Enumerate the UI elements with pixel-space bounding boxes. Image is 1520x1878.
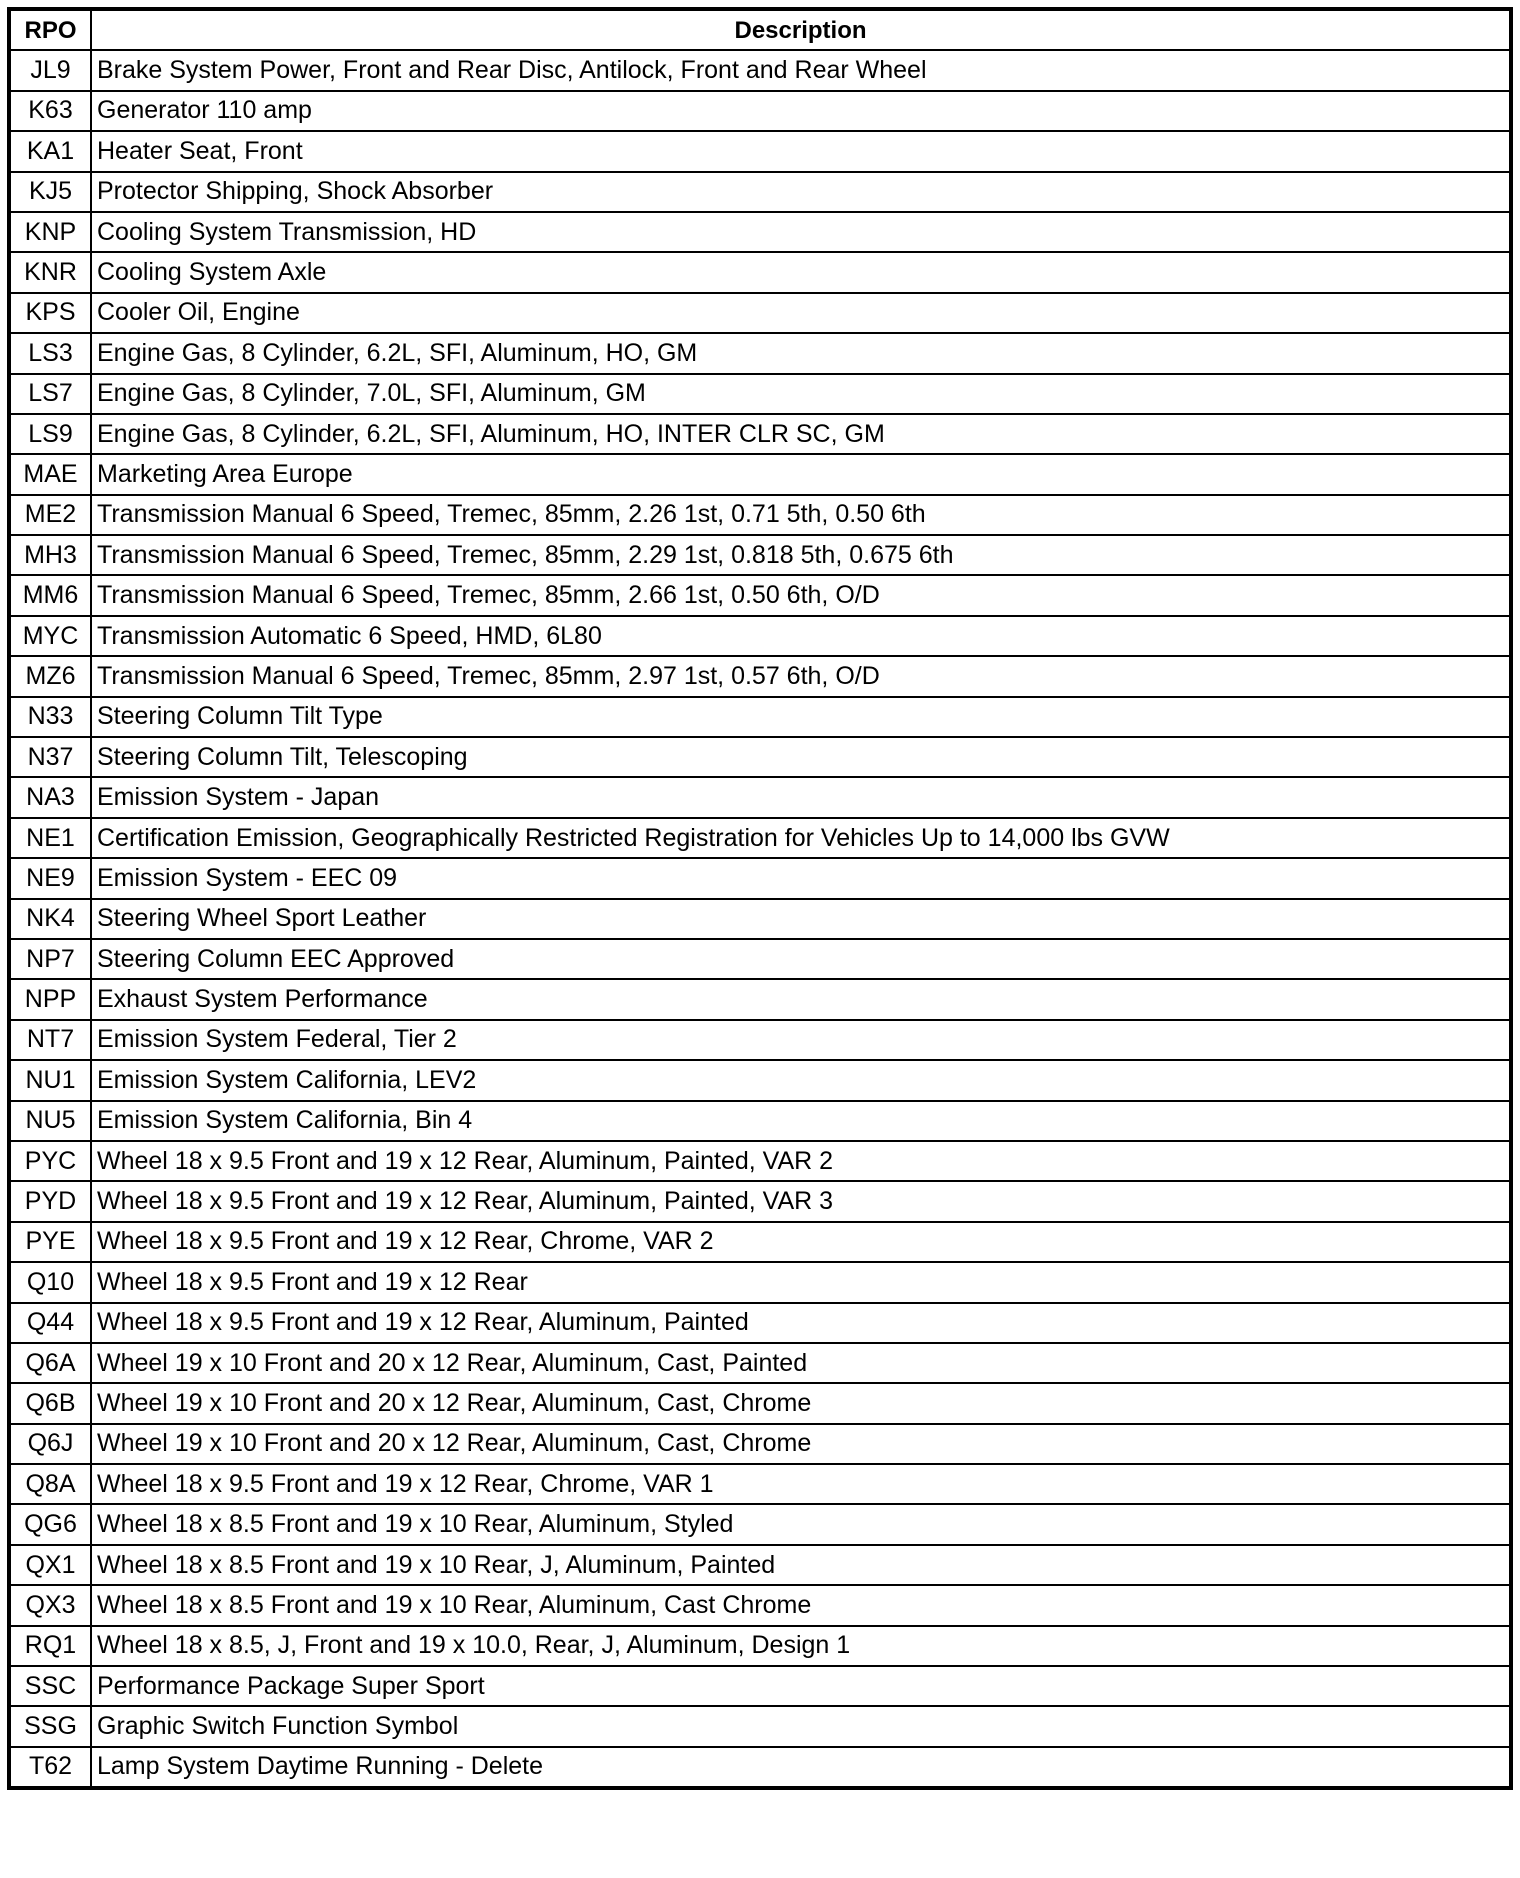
rpo-code-cell: LS3 xyxy=(9,333,91,373)
description-cell: Cooler Oil, Engine xyxy=(91,293,1511,333)
rpo-code-cell: Q10 xyxy=(9,1262,91,1302)
description-cell: Wheel 18 x 9.5 Front and 19 x 12 Rear, Chrome, VAR 1 xyxy=(91,1464,1511,1504)
description-cell: Heater Seat, Front xyxy=(91,131,1511,171)
table-row xyxy=(9,1020,1511,1060)
description-cell: Emission System - Japan xyxy=(91,777,1511,817)
rpo-code-cell: JL9 xyxy=(9,50,91,90)
table-row xyxy=(9,495,1511,535)
description-cell: Wheel 18 x 8.5 Front and 19 x 10 Rear, J, Aluminum, Painted xyxy=(91,1545,1511,1585)
rpo-code-cell: MYC xyxy=(9,616,91,656)
description-cell: Exhaust System Performance xyxy=(91,979,1511,1019)
table-row xyxy=(9,1585,1511,1625)
description-cell: Wheel 19 x 10 Front and 20 x 12 Rear, Aluminum, Cast, Chrome xyxy=(91,1424,1511,1464)
description-cell: Wheel 18 x 9.5 Front and 19 x 12 Rear, Chrome, VAR 2 xyxy=(91,1222,1511,1262)
description-cell: Emission System California, LEV2 xyxy=(91,1060,1511,1100)
table-row xyxy=(9,697,1511,737)
rpo-code-cell: QG6 xyxy=(9,1504,91,1544)
table-row xyxy=(9,1626,1511,1666)
table-row xyxy=(9,1383,1511,1423)
table-header xyxy=(9,9,1511,50)
table-row xyxy=(9,1101,1511,1141)
table-row xyxy=(9,656,1511,696)
table-row xyxy=(9,1060,1511,1100)
header-row xyxy=(9,9,1511,50)
description-cell: Performance Package Super Sport xyxy=(91,1666,1511,1706)
description-cell: Wheel 18 x 9.5 Front and 19 x 12 Rear, Aluminum, Painted, VAR 3 xyxy=(91,1181,1511,1221)
table-row xyxy=(9,1181,1511,1221)
description-cell: Marketing Area Europe xyxy=(91,454,1511,494)
table-row xyxy=(9,777,1511,817)
rpo-code-sheet xyxy=(7,7,1513,1790)
rpo-code-cell: MM6 xyxy=(9,575,91,615)
table-row xyxy=(9,979,1511,1019)
description-cell: Protector Shipping, Shock Absorber xyxy=(91,172,1511,212)
description-cell: Steering Column EEC Approved xyxy=(91,939,1511,979)
table-row xyxy=(9,212,1511,252)
description-cell: Steering Column Tilt, Telescoping xyxy=(91,737,1511,777)
rpo-code-cell: Q6J xyxy=(9,1424,91,1464)
description-cell: Wheel 19 x 10 Front and 20 x 12 Rear, Aluminum, Cast, Painted xyxy=(91,1343,1511,1383)
table-row xyxy=(9,1464,1511,1504)
rpo-code-cell: NU5 xyxy=(9,1101,91,1141)
rpo-code-cell: PYE xyxy=(9,1222,91,1262)
table-row xyxy=(9,858,1511,898)
table-row xyxy=(9,1504,1511,1544)
table-row xyxy=(9,1303,1511,1343)
table-row xyxy=(9,616,1511,656)
description-cell: Transmission Manual 6 Speed, Tremec, 85mm, 2.66 1st, 0.50 6th, O/D xyxy=(91,575,1511,615)
description-cell: Steering Wheel Sport Leather xyxy=(91,899,1511,939)
rpo-code-cell: T62 xyxy=(9,1747,91,1788)
rpo-code-cell: NPP xyxy=(9,979,91,1019)
rpo-code-cell: MAE xyxy=(9,454,91,494)
table-row xyxy=(9,737,1511,777)
table-row xyxy=(9,414,1511,454)
description-cell: Engine Gas, 8 Cylinder, 6.2L, SFI, Aluminum, HO, INTER CLR SC, GM xyxy=(91,414,1511,454)
table-row xyxy=(9,1424,1511,1464)
rpo-code-cell: LS9 xyxy=(9,414,91,454)
description-cell: Transmission Manual 6 Speed, Tremec, 85mm, 2.97 1st, 0.57 6th, O/D xyxy=(91,656,1511,696)
description-cell: Emission System Federal, Tier 2 xyxy=(91,1020,1511,1060)
table-row xyxy=(9,1747,1511,1788)
description-cell: Wheel 18 x 8.5 Front and 19 x 10 Rear, Aluminum, Cast Chrome xyxy=(91,1585,1511,1625)
description-cell: Wheel 18 x 8.5, J, Front and 19 x 10.0, Rear, J, Aluminum, Design 1 xyxy=(91,1626,1511,1666)
table-row xyxy=(9,293,1511,333)
rpo-code-cell: SSG xyxy=(9,1706,91,1746)
table-body xyxy=(9,50,1511,1788)
description-cell: Wheel 18 x 9.5 Front and 19 x 12 Rear, Aluminum, Painted, VAR 2 xyxy=(91,1141,1511,1181)
rpo-code-cell: KNR xyxy=(9,252,91,292)
table-row xyxy=(9,818,1511,858)
description-cell: Brake System Power, Front and Rear Disc, Antilock, Front and Rear Wheel xyxy=(91,50,1511,90)
description-cell: Emission System - EEC 09 xyxy=(91,858,1511,898)
rpo-code-cell: NU1 xyxy=(9,1060,91,1100)
rpo-code-cell: Q8A xyxy=(9,1464,91,1504)
description-cell: Graphic Switch Function Symbol xyxy=(91,1706,1511,1746)
description-cell: Wheel 18 x 9.5 Front and 19 x 12 Rear, Aluminum, Painted xyxy=(91,1303,1511,1343)
rpo-code-cell: KA1 xyxy=(9,131,91,171)
rpo-code-cell: QX3 xyxy=(9,1585,91,1625)
rpo-code-cell: PYD xyxy=(9,1181,91,1221)
rpo-code-cell: N37 xyxy=(9,737,91,777)
rpo-code-cell: NE9 xyxy=(9,858,91,898)
table-row xyxy=(9,172,1511,212)
rpo-code-cell: MH3 xyxy=(9,535,91,575)
rpo-code-cell: Q6B xyxy=(9,1383,91,1423)
description-cell: Lamp System Daytime Running - Delete xyxy=(91,1747,1511,1788)
rpo-code-cell: QX1 xyxy=(9,1545,91,1585)
rpo-code-cell: NK4 xyxy=(9,899,91,939)
description-cell: Generator 110 amp xyxy=(91,91,1511,131)
table-row xyxy=(9,1666,1511,1706)
rpo-code-cell: NA3 xyxy=(9,777,91,817)
description-cell: Emission System California, Bin 4 xyxy=(91,1101,1511,1141)
description-cell: Engine Gas, 8 Cylinder, 6.2L, SFI, Aluminum, HO, GM xyxy=(91,333,1511,373)
table-row xyxy=(9,939,1511,979)
rpo-code-cell: Q44 xyxy=(9,1303,91,1343)
description-column-header: Description xyxy=(91,9,1511,50)
description-cell: Steering Column Tilt Type xyxy=(91,697,1511,737)
rpo-code-cell: MZ6 xyxy=(9,656,91,696)
table-row xyxy=(9,50,1511,90)
rpo-code-cell: Q6A xyxy=(9,1343,91,1383)
rpo-code-cell: KJ5 xyxy=(9,172,91,212)
table-row xyxy=(9,131,1511,171)
rpo-code-cell: N33 xyxy=(9,697,91,737)
table-row xyxy=(9,454,1511,494)
table-row xyxy=(9,1262,1511,1302)
table-row xyxy=(9,1343,1511,1383)
table-row xyxy=(9,1545,1511,1585)
table-row xyxy=(9,374,1511,414)
rpo-code-cell: ME2 xyxy=(9,495,91,535)
table-row xyxy=(9,252,1511,292)
rpo-code-cell: SSC xyxy=(9,1666,91,1706)
table-row xyxy=(9,575,1511,615)
description-cell: Cooling System Axle xyxy=(91,252,1511,292)
rpo-code-cell: NT7 xyxy=(9,1020,91,1060)
description-cell: Certification Emission, Geographically Restricted Registration for Vehicles Up to 14,000 lbs GVW xyxy=(91,818,1511,858)
description-cell: Wheel 18 x 9.5 Front and 19 x 12 Rear xyxy=(91,1262,1511,1302)
description-cell: Cooling System Transmission, HD xyxy=(91,212,1511,252)
rpo-code-cell: NP7 xyxy=(9,939,91,979)
table-row xyxy=(9,535,1511,575)
table-row xyxy=(9,1222,1511,1262)
rpo-table xyxy=(7,7,1513,1790)
description-cell: Transmission Manual 6 Speed, Tremec, 85mm, 2.29 1st, 0.818 5th, 0.675 6th xyxy=(91,535,1511,575)
table-row xyxy=(9,91,1511,131)
description-cell: Wheel 18 x 8.5 Front and 19 x 10 Rear, Aluminum, Styled xyxy=(91,1504,1511,1544)
table-row xyxy=(9,1706,1511,1746)
table-row xyxy=(9,1141,1511,1181)
rpo-column-header: RPO xyxy=(9,9,91,50)
table-row xyxy=(9,333,1511,373)
rpo-code-cell: LS7 xyxy=(9,374,91,414)
rpo-code-cell: RQ1 xyxy=(9,1626,91,1666)
rpo-code-cell: KPS xyxy=(9,293,91,333)
table-row xyxy=(9,899,1511,939)
rpo-code-cell: K63 xyxy=(9,91,91,131)
description-cell: Wheel 19 x 10 Front and 20 x 12 Rear, Aluminum, Cast, Chrome xyxy=(91,1383,1511,1423)
rpo-code-cell: KNP xyxy=(9,212,91,252)
rpo-code-cell: PYC xyxy=(9,1141,91,1181)
description-cell: Transmission Automatic 6 Speed, HMD, 6L80 xyxy=(91,616,1511,656)
description-cell: Engine Gas, 8 Cylinder, 7.0L, SFI, Aluminum, GM xyxy=(91,374,1511,414)
description-cell: Transmission Manual 6 Speed, Tremec, 85mm, 2.26 1st, 0.71 5th, 0.50 6th xyxy=(91,495,1511,535)
rpo-code-cell: NE1 xyxy=(9,818,91,858)
